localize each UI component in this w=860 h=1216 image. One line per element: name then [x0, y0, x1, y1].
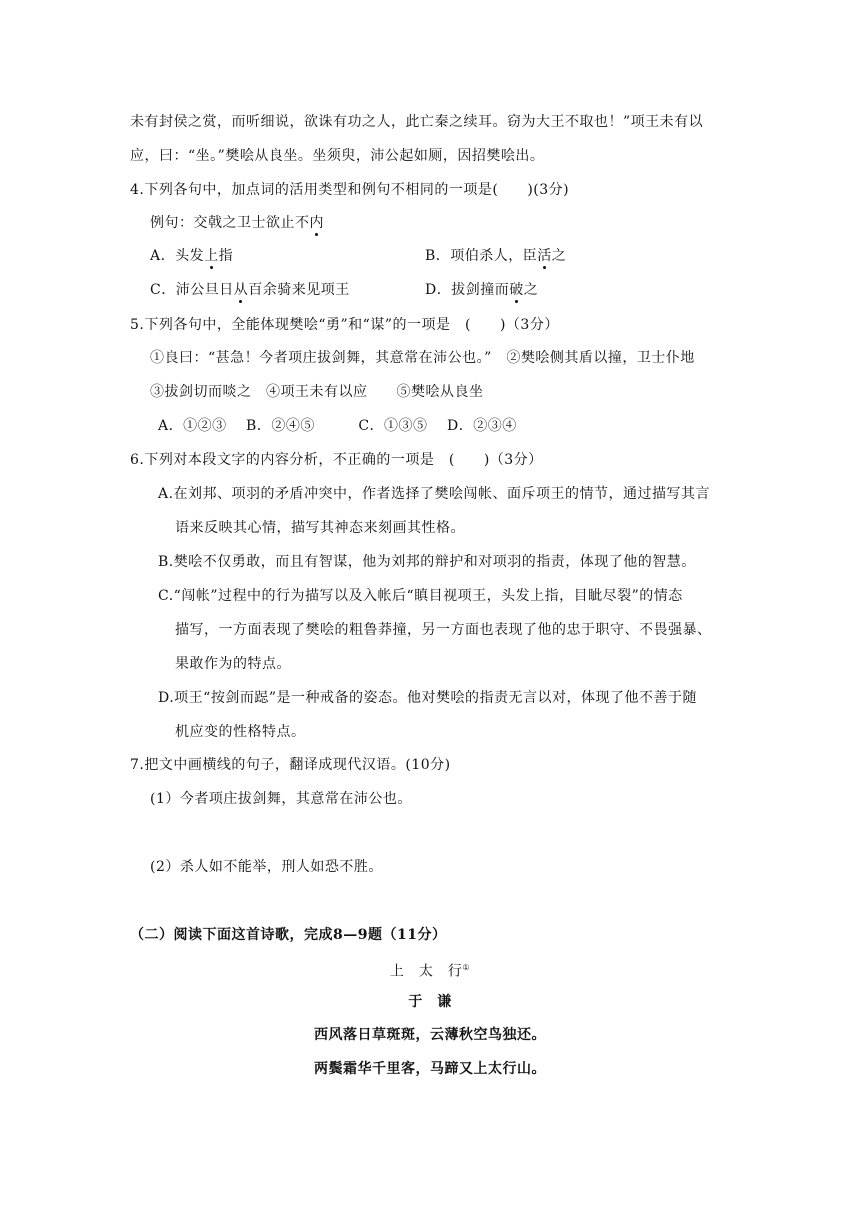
- section-2-heading: （二）阅读下面这首诗歌，完成8—9题（11分）: [130, 927, 447, 943]
- dotted-word: 活: [537, 248, 552, 264]
- poem-verse-1: 西风落日草斑斑，云薄秋空鸟独还。: [314, 1027, 546, 1043]
- question-6-option-c-3: 果敢作为的特点。: [175, 656, 291, 672]
- question-6-option-b: B.樊哙不仅勇敢，而且有智谋，他为刘邦的辩护和对项羽的指责，体现了他的智慧。: [158, 554, 696, 570]
- question-5-stem: 5.下列各句中，全能体现樊哙“勇”和“谋”的一项是 ( )（3分）: [130, 317, 559, 333]
- question-5-items-2: ③拔剑切而啖之 ④项王未有以应 ⑤樊哙从良坐: [150, 384, 484, 400]
- option-text: 之: [523, 282, 539, 298]
- question-7-sentence-2: (2）杀人如不能举，刑人如恐不胜。: [150, 859, 383, 875]
- dotted-word: 破: [509, 282, 524, 298]
- question-6-option-a-2: 语来反映其心情，描写其神态来刻画其性格。: [175, 520, 465, 536]
- question-5-options: A．①②③ B．②④⑤ C．①③⑤ D．②③④: [158, 418, 517, 434]
- question-7-sentence-1: (1）今者项庄拔剑舞，其意常在沛公也。: [150, 791, 412, 807]
- passage-line-2: 应，曰：“坐。”樊哙从良坐。坐须臾，沛公起如厕，因招樊哙出。: [130, 148, 545, 164]
- poem-author: 于 谦: [408, 994, 452, 1010]
- question-7-stem: 7.把文中画横线的句子，翻译成现代汉语。(10分): [130, 757, 451, 773]
- option-text: A．头发: [150, 248, 205, 264]
- option-text: 百余骑来见项王: [248, 282, 350, 298]
- question-6-option-c-1: C.“闯帐”过程中的行为描写以及入帐后“瞋目视项王，头发上指，目眦尽裂”的情态: [158, 588, 683, 604]
- question-4-option-c: [150, 280, 350, 300]
- poem-title-text: 上 太 行: [389, 963, 463, 980]
- question-6-option-d-1: D.项王“按剑而跽”是一种戒备的姿态。他对樊哙的指责无言以对，体现了他不善于随: [158, 690, 697, 706]
- footnote-marker: ①: [462, 963, 471, 972]
- passage-line-1: 未有封侯之赏，而听细说，欲诛有功之人，此亡秦之续耳。窃为大王不取也！”项王未有以: [130, 114, 704, 130]
- question-5-items-1: ①良曰：“甚急！今者项庄拔剑舞，其意常在沛公也。” ②樊哙侧其盾以撞，卫士仆地: [150, 350, 695, 366]
- question-4-stem: 4.下列各句中，加点词的活用类型和例句不相同的一项是( )(3分): [130, 182, 570, 198]
- option-text: 之: [551, 248, 567, 264]
- question-4-option-b: [425, 246, 566, 266]
- question-4-option-a: [150, 246, 233, 266]
- poem-verse-2: 两鬓霜华千里客，马蹄又上太行山。: [314, 1061, 546, 1077]
- dotted-word: 内: [309, 215, 324, 231]
- dotted-word: 上: [204, 248, 219, 264]
- question-6-option-a-1: A.在刘邦、项羽的矛盾冲突中，作者选择了樊哙闯帐、面斥项王的情节，通过描写其言: [158, 486, 711, 502]
- example-text: 例句：交戟之卫士欲止不: [150, 215, 310, 231]
- option-text: 指: [218, 248, 234, 264]
- question-4-option-d: [425, 280, 538, 300]
- question-6-stem: 6.下列对本段文字的内容分析，不正确的一项是 ( )（3分）: [130, 452, 543, 468]
- poem-title: [0, 958, 860, 982]
- question-6-option-d-2: 机应变的性格特点。: [175, 724, 306, 740]
- option-text: D．拔剑撞而: [425, 282, 510, 298]
- dotted-word: 从: [233, 282, 249, 298]
- question-4-example: [150, 213, 324, 233]
- option-text: C．沛公旦日: [150, 282, 234, 298]
- question-6-option-c-2: 描写，一方面表现了樊哙的粗鲁莽撞，另一方面也表现了他的忠于职守、不畏强暴、: [175, 622, 712, 638]
- option-text: B．项伯杀人，臣: [425, 248, 538, 264]
